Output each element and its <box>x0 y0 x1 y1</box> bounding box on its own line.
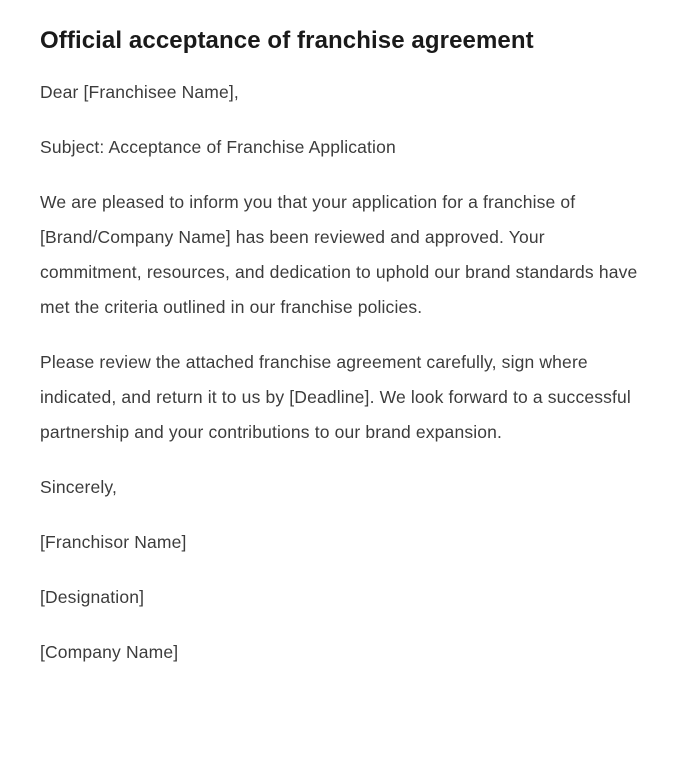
closing-line: Sincerely, <box>40 477 118 497</box>
subject-line: Subject: Acceptance of Franchise Application <box>40 137 396 157</box>
signature-line-company-name: [Company Name] <box>40 642 179 662</box>
signature-line-franchisor-name: [Franchisor Name] <box>40 532 187 552</box>
document-title: Official acceptance of franchise agreement <box>40 27 534 54</box>
salutation-line: Dear [Franchisee Name], <box>40 82 239 102</box>
body-paragraph-instructions: Please review the attached franchise agreement carefully, sign where indicated, and return it to us by [Deadline]. We look forward to a successful partnership and your contributions to our brand expansion. <box>40 352 631 442</box>
signature-line-designation: [Designation] <box>40 587 145 607</box>
body-paragraph-approval: We are pleased to inform you that your application for a franchise of [Brand/Company Name] has been reviewed and approved. Your commitment, resources, and dedication to uphold our brand standards have met the criteria outlined in our franchise policies. <box>40 192 638 317</box>
